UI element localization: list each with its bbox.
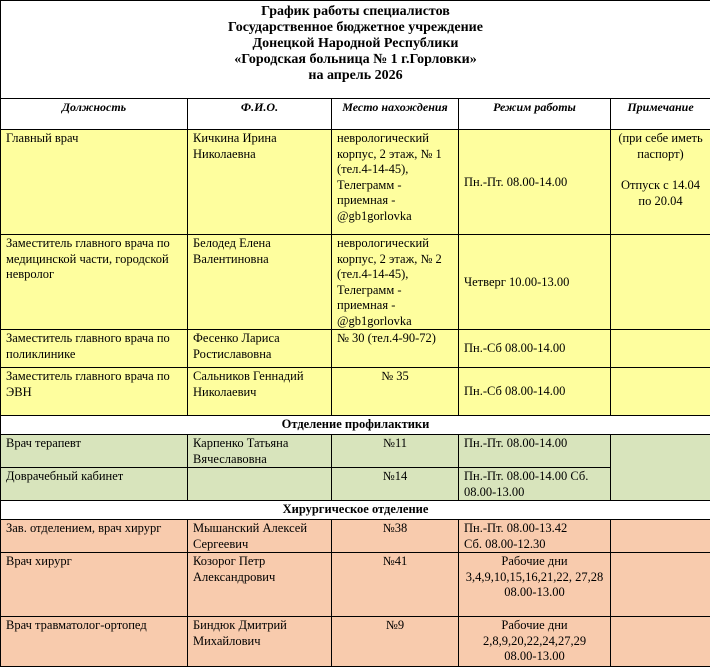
section-surgery: Хирургическое отделение	[1, 501, 710, 520]
cell-name: Кичкина Ирина Николаевна	[188, 130, 332, 235]
cell-note	[611, 617, 710, 667]
table-row	[1, 368, 710, 416]
schedule-hours: 08.00-13.00	[464, 585, 605, 601]
cell-note	[611, 368, 710, 416]
schedule-saturday: Сб. 08.00-12.30	[464, 537, 605, 553]
table-row	[1, 617, 710, 667]
header-note: Примечание	[611, 99, 710, 130]
cell-note	[611, 130, 710, 235]
cell-schedule: Пн.-Сб 08.00-14.00	[459, 368, 611, 416]
cell-position: Врач хирург	[1, 553, 188, 617]
header-row	[1, 99, 710, 130]
cell-note	[611, 235, 710, 330]
cell-name: Биндюк Дмитрий Михайлович	[188, 617, 332, 667]
schedule-hours: 08.00-13.00	[464, 649, 605, 665]
title-line-3: Донецкой Народной Республики	[1, 36, 710, 52]
cell-location: №38	[332, 520, 459, 553]
table-row	[1, 520, 710, 553]
schedule-table	[0, 98, 710, 667]
title-line-5: на апрель 2026	[1, 68, 710, 84]
cell-name: Козорог Петр Александрович	[188, 553, 332, 617]
cell-name	[188, 468, 332, 501]
cell-note	[611, 553, 710, 617]
cell-schedule	[459, 617, 611, 667]
cell-schedule: Пн.-Сб 08.00-14.00	[459, 330, 611, 368]
header-location: Место нахождения	[332, 99, 459, 130]
title-line-1: График работы специалистов	[1, 4, 710, 20]
cell-position: Заместитель главного врача по поликлинике	[1, 330, 188, 368]
cell-schedule: Пн.-Пт. 08.00-14.00	[459, 435, 611, 468]
section-row	[1, 416, 710, 435]
cell-position: Зав. отделением, врач хирург	[1, 520, 188, 553]
title-line-2: Государственное бюджетное учреждение	[1, 20, 710, 36]
table-row	[1, 468, 710, 501]
cell-location: № 30 (тел.4-90-72)	[332, 330, 459, 368]
cell-name: Фесенко Лариса Ростиславовна	[188, 330, 332, 368]
cell-position: Врач терапевт	[1, 435, 188, 468]
table-row	[1, 130, 710, 235]
cell-location: №14	[332, 468, 459, 501]
table-row	[1, 435, 710, 468]
cell-location: №41	[332, 553, 459, 617]
note-vacation: Отпуск с 14.04 по 20.04	[621, 178, 700, 208]
cell-name: Сальников Геннадий Николаевич	[188, 368, 332, 416]
cell-schedule: Пн.-Пт. 08.00-14.00	[459, 130, 611, 235]
cell-position: Заместитель главного врача по медицинской части, городской невролог	[1, 235, 188, 330]
cell-note	[611, 435, 710, 501]
cell-location: №11	[332, 435, 459, 468]
document-title	[0, 0, 710, 98]
cell-position: Врач травматолог-ортопед	[1, 617, 188, 667]
cell-schedule: Четверг 10.00-13.00	[459, 235, 611, 330]
header-name: Ф.И.О.	[188, 99, 332, 130]
table-row	[1, 235, 710, 330]
schedule-label: Рабочие дни	[464, 554, 605, 570]
section-row	[1, 501, 710, 520]
table-row	[1, 553, 710, 617]
header-position: Должность	[1, 99, 188, 130]
cell-name: Мышанский Алексей Сергеевич	[188, 520, 332, 553]
cell-note	[611, 330, 710, 368]
cell-location: № 35	[332, 368, 459, 416]
schedule-weekdays: Пн.-Пт. 08.00-13.42	[464, 521, 605, 537]
cell-schedule	[459, 520, 611, 553]
section-prevention: Отделение профилактики	[1, 416, 710, 435]
table-row	[1, 330, 710, 368]
cell-name: Белодед Елена Валентиновна	[188, 235, 332, 330]
cell-schedule: Пн.-Пт. 08.00-14.00 Сб. 08.00-13.00	[459, 468, 611, 501]
cell-location: неврологический корпус, 2 этаж, № 1 (тел.4-14-45), Телеграмм - приемная - @gb1gorlovka	[332, 130, 459, 235]
cell-schedule	[459, 553, 611, 617]
cell-position: Заместитель главного врача по ЭВН	[1, 368, 188, 416]
schedule-days: 3,4,9,10,15,16,21,22, 27,28	[464, 570, 605, 586]
schedule-label: Рабочие дни	[464, 618, 605, 634]
header-schedule: Режим работы	[459, 99, 611, 130]
cell-location: неврологический корпус, 2 этаж, № 2 (тел.4-14-45), Телеграмм - приемная - @gb1gorlovka	[332, 235, 459, 330]
cell-location: №9	[332, 617, 459, 667]
note-passport: (при себе иметь паспорт)	[618, 131, 702, 161]
cell-position: Доврачебный кабинет	[1, 468, 188, 501]
cell-note	[611, 520, 710, 553]
cell-name: Карпенко Татьяна Вячеславовна	[188, 435, 332, 468]
title-line-4: «Городская больница № 1 г.Горловки»	[1, 52, 710, 68]
cell-position: Главный врач	[1, 130, 188, 235]
schedule-days: 2,8,9,20,22,24,27,29	[464, 634, 605, 650]
